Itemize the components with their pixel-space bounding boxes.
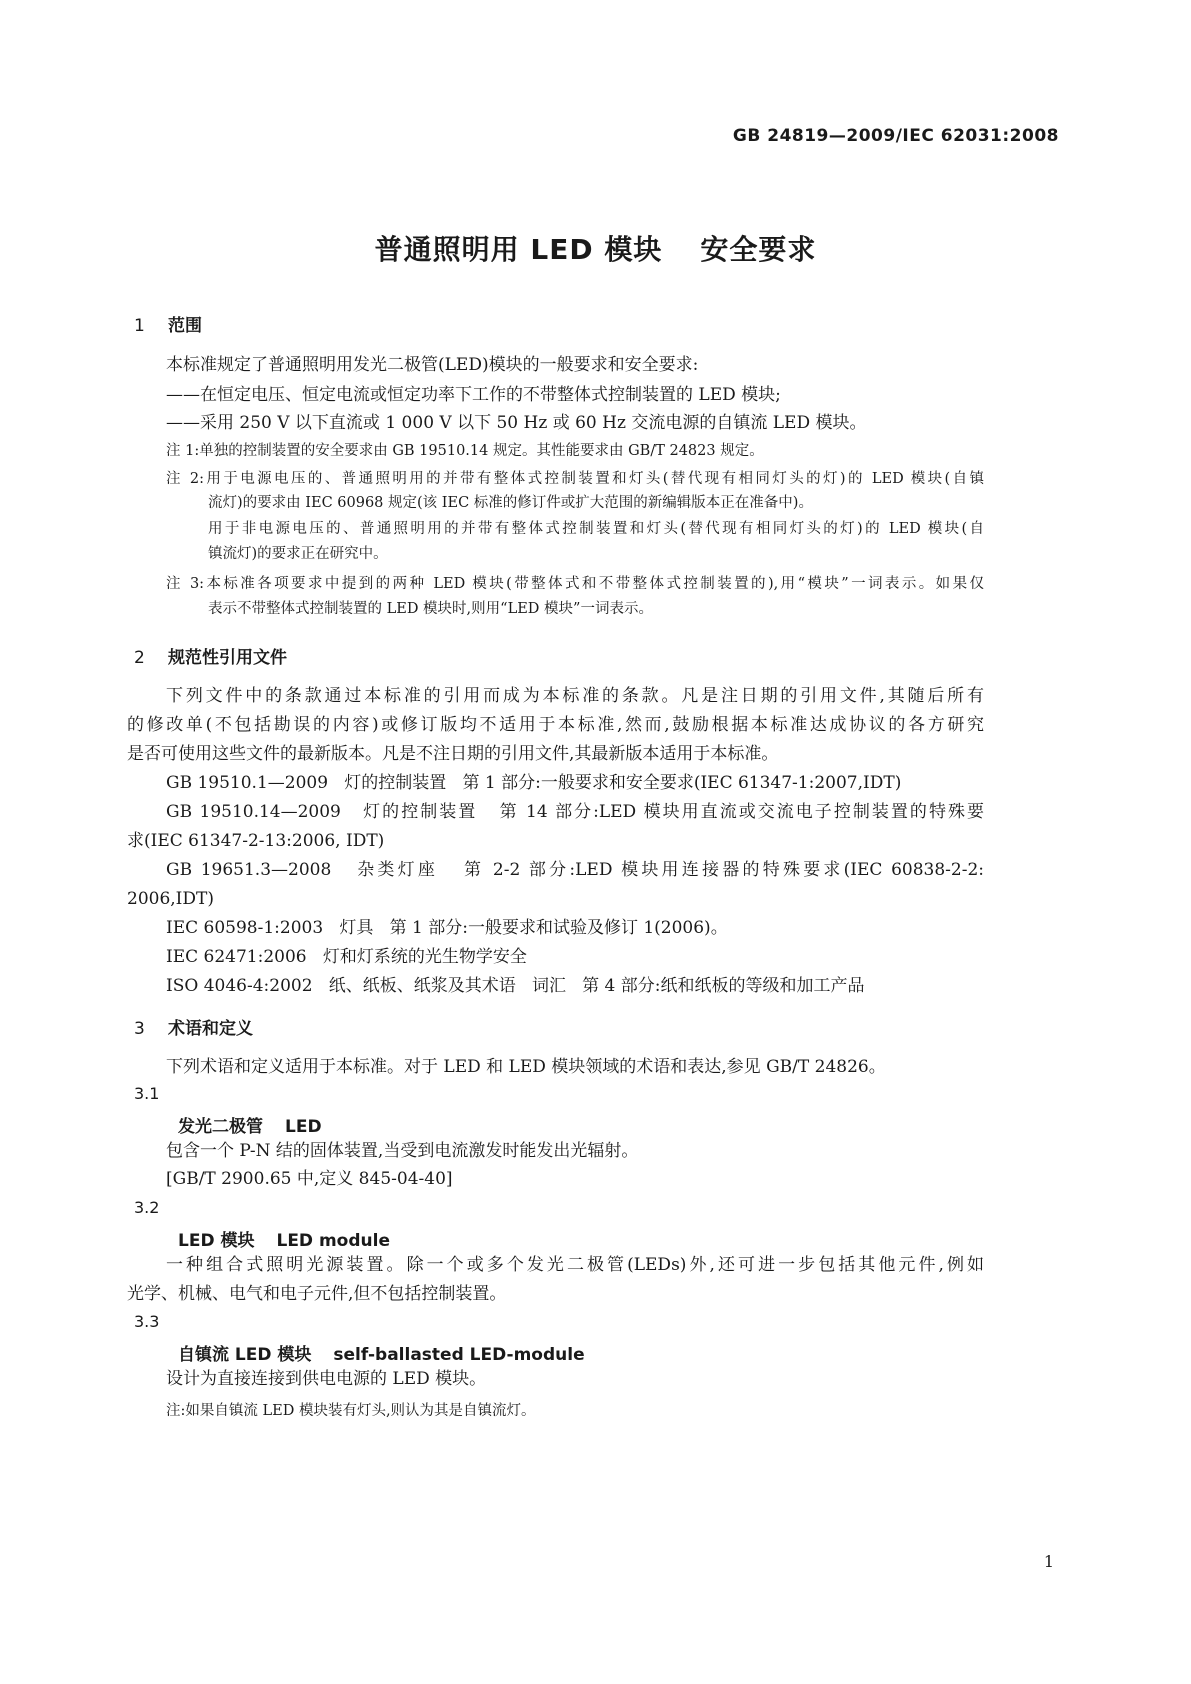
sec1-note-3-line-2: 表示不带整体式控制装置的 LED 模块时,则用“LED 模块”一词表示。 (208, 601, 653, 617)
sec2-ref-1: GB 19510.1—2009 灯的控制装置 第 1 部分:一般要求和安全要求(IEC 61347-1:2007,IDT) (166, 773, 902, 793)
term-3-1-number: 3.1 (134, 1084, 160, 1103)
sec1-note-1: 注 1:单独的控制装置的安全要求由 GB 19510.14 规定。其性能要求由 GB/T 24823 规定。 (166, 443, 764, 459)
section-3-heading (134, 1014, 253, 1039)
term-3-3-note: 注:如果自镇流 LED 模块装有灯头,则认为其是自镇流灯。 (166, 1403, 536, 1419)
sec2-ref-3-line-1: GB 19651.3—2008 杂类灯座 第 2-2 部分:LED 模块用连接器的特殊要求(IEC 60838-2-2: (166, 860, 984, 880)
section-3-title: 术语和定义 (168, 1019, 253, 1039)
term-3-2-cn: LED 模块 (178, 1231, 255, 1251)
section-1-heading (134, 311, 202, 336)
sec1-note-3-line-1: 注 3:本标准各项要求中提到的两种 LED 模块(带整体式和不带整体式控制装置的),用“模块”一词表示。如果仅 (166, 576, 984, 592)
sec3-intro: 下列术语和定义适用于本标准。对于 LED 和 LED 模块领域的术语和表达,参见 GB/T 24826。 (166, 1057, 886, 1077)
sec2-para-line-2: 的修改单(不包括勘误的内容)或修订版均不适用于本标准,然而,鼓励根据本标准达成协议的各方研究 (127, 715, 984, 735)
sec2-ref-2-line-1: GB 19510.14—2009 灯的控制装置 第 14 部分:LED 模块用直流或交流电子控制装置的特殊要 (166, 802, 984, 822)
sec1-note-2-line-4: 镇流灯)的要求正在研究中。 (208, 546, 388, 562)
term-3-1-source: [GB/T 2900.65 中,定义 845-04-40] (166, 1169, 453, 1189)
term-3-2-number: 3.2 (134, 1198, 160, 1217)
section-2-title: 规范性引用文件 (168, 648, 287, 668)
title-main: 普通照明用 LED 模块 (374, 233, 663, 266)
section-1-number: 1 (134, 316, 145, 336)
sec2-ref-5: IEC 62471:2006 灯和灯系统的光生物学安全 (166, 947, 527, 967)
term-3-2-en: LED module (276, 1231, 390, 1251)
standard-code: GB 24819—2009/IEC 62031:2008 (732, 126, 1059, 146)
term-3-3-number: 3.3 (134, 1312, 160, 1331)
term-3-2-heading (178, 1226, 390, 1251)
term-3-2-definition-line-1: 一种组合式照明光源装置。除一个或多个发光二极管(LEDs)外,还可进一步包括其他元件,例如 (166, 1255, 984, 1275)
sec2-para-line-3: 是否可使用这些文件的最新版本。凡是不注日期的引用文件,其最新版本适用于本标准。 (127, 744, 779, 764)
sec2-para-line-1: 下列文件中的条款通过本标准的引用而成为本标准的条款。凡是注日期的引用文件,其随后所有 (166, 686, 984, 706)
section-2-heading (134, 643, 287, 668)
section-3-number: 3 (134, 1019, 145, 1039)
term-3-1-en: LED (285, 1117, 322, 1137)
term-3-1-definition: 包含一个 P-N 结的固体装置,当受到电流激发时能发出光辐射。 (166, 1141, 639, 1161)
title-sub: 安全要求 (700, 233, 817, 266)
sec1-note-2-line-3: 用于非电源电压的、普通照明用的并带有整体式控制装置和灯头(替代现有相同灯头的灯)的 LED 模块(自 (208, 521, 984, 537)
term-3-1-heading (178, 1112, 322, 1137)
term-3-3-definition: 设计为直接连接到供电电源的 LED 模块。 (166, 1369, 487, 1389)
term-3-3-heading (178, 1340, 585, 1365)
sec2-ref-3-line-2: 2006,IDT) (127, 889, 214, 909)
term-3-1-cn: 发光二极管 (178, 1117, 263, 1137)
sec1-item-1: ——在恒定电压、恒定电流或恒定功率下工作的不带整体式控制装置的 LED 模块; (166, 385, 781, 405)
sec2-ref-6: ISO 4046-4:2002 纸、纸板、纸浆及其术语 词汇 第 4 部分:纸和纸板的等级和加工产品 (166, 976, 865, 996)
sec1-note-2-line-2: 流灯)的要求由 IEC 60968 规定(该 IEC 标准的修订件或扩大范围的新编辑版本正在准备中)。 (208, 495, 813, 511)
page-number: 1 (1043, 1552, 1054, 1571)
section-1-title: 范围 (168, 316, 202, 336)
sec2-ref-4: IEC 60598-1:2003 灯具 第 1 部分:一般要求和试验及修订 1(2006)。 (166, 918, 728, 938)
term-3-3-cn: 自镇流 LED 模块 (178, 1345, 312, 1365)
sec2-ref-2-line-2: 求(IEC 61347-2-13:2006, IDT) (127, 831, 385, 851)
sec1-note-2-line-1: 注 2:用于电源电压的、普通照明用的并带有整体式控制装置和灯头(替代现有相同灯头的灯)的 LED 模块(自镇 (166, 471, 984, 487)
section-2-number: 2 (134, 648, 145, 668)
document-title (0, 228, 1191, 268)
term-3-2-definition-line-2: 光学、机械、电气和电子元件,但不包括控制装置。 (127, 1284, 507, 1304)
sec1-item-2: ——采用 250 V 以下直流或 1 000 V 以下 50 Hz 或 60 Hz 交流电源的自镇流 LED 模块。 (166, 413, 867, 433)
term-3-3-en: self-ballasted LED-module (333, 1345, 585, 1365)
sec1-intro: 本标准规定了普通照明用发光二极管(LED)模块的一般要求和安全要求: (166, 355, 699, 375)
